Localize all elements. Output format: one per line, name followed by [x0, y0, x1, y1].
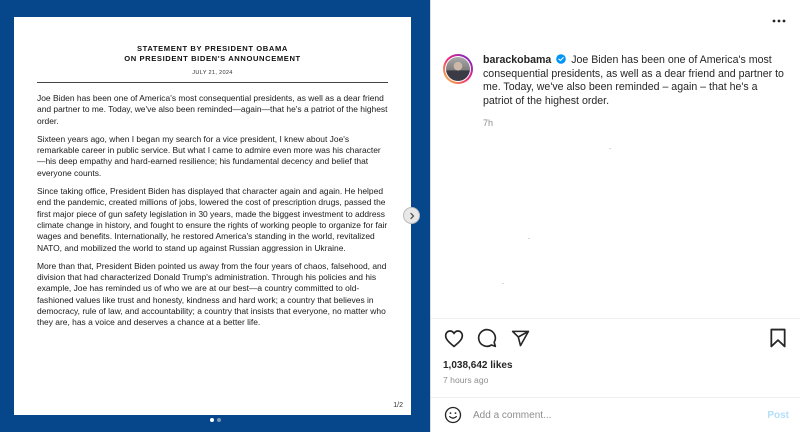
statement-paragraph: Since taking office, President Biden has displayed that character again and again. He helped end the pandemic, created millions of jobs, lowered the cost of prescription drugs, passed the first major piece of gun safety legislation in 30 years, made the biggest investment to address climate change in history, and fought to ensure the rights of working people to organize for fair wages and benefits. Internationally, he restored America's standing in the world, revitalized NATO, and mobilized the world to stand up against Russian aggression in Ukraine. — [37, 186, 388, 253]
empty-comments-area — [502, 283, 504, 284]
statement-title-line2: ON PRESIDENT BIDEN'S ANNOUNCEMENT — [124, 54, 301, 63]
heart-icon — [444, 329, 464, 348]
statement-paragraph: Sixteen years ago, when I began my search for a vice president, I knew about Joe's remarkable career in public service. But what I came to admire even more was his character—his deep empathy and hard-earned resilience; his fundamental decency and belief that everyone counts. — [37, 133, 381, 178]
carousel-dot — [217, 418, 221, 422]
save-button[interactable] — [767, 327, 789, 349]
post-timestamp-short[interactable]: 7h — [483, 118, 494, 129]
section-divider — [431, 318, 800, 319]
caption-text: Joe Biden has been one of America's most consequential presidents, as well as a dear friend and partner to me. Today, we've also been reminded – again – that he's a patriot of the highest order. — [483, 54, 784, 107]
statement-title — [37, 44, 388, 64]
username-link[interactable]: barackobama — [483, 54, 552, 66]
statement-image — [14, 17, 411, 415]
next-slide-button[interactable] — [403, 207, 420, 224]
statement-divider — [37, 82, 388, 83]
post-comment-button[interactable]: Post — [767, 409, 789, 421]
more-horizontal-icon — [772, 19, 786, 23]
comment-button[interactable] — [476, 327, 498, 349]
post-caption-block — [443, 54, 791, 131]
statement-paragraph: Joe Biden has been one of America's most consequential presidents, as well as a dear friend and partner to me. Today, we've also been reminded—again—that he's a patriot of the highest order. — [37, 93, 388, 126]
statement-paragraph: More than that, President Biden pointed us away from the four years of chaos, falsehood, and division that had characterized Donald Trump's administration. Through his policies and his example, Joe has reminded us of who we are at our best—a country committed to old-fashioned values like trust and honesty, kindness and hard work; a country that believes in democracy, rule of law, and accountability; a country that insists that everyone, no matter who they are, has a voice and deserves a chance at a better life. — [37, 260, 387, 328]
chevron-right-icon — [408, 212, 416, 220]
more-options-button[interactable] — [772, 14, 786, 28]
like-count[interactable]: 1,038,642 likes — [443, 360, 513, 371]
comment-input[interactable] — [473, 410, 767, 421]
verified-badge-icon — [556, 54, 566, 64]
page-indicator: 1/2 — [393, 402, 403, 409]
emoji-button[interactable] — [443, 405, 463, 425]
statement-title-line1: STATEMENT BY PRESIDENT OBAMA — [137, 44, 288, 53]
like-button[interactable] — [443, 327, 465, 349]
smiley-icon — [444, 406, 462, 424]
bookmark-icon — [770, 328, 786, 348]
post-timestamp[interactable]: 7 hours ago — [443, 375, 489, 385]
avatar-photo — [446, 57, 470, 81]
share-button[interactable] — [509, 327, 531, 349]
caption — [483, 54, 789, 131]
empty-comments-area — [609, 148, 611, 149]
comment-bubble-icon — [477, 328, 497, 348]
carousel-dots — [0, 418, 430, 422]
post-sidebar — [430, 0, 800, 432]
statement-date: JULY 21, 2024 — [192, 70, 233, 76]
avatar[interactable] — [443, 54, 473, 84]
comment-composer — [431, 398, 800, 432]
paper-plane-icon — [511, 329, 530, 348]
carousel-dot-active — [210, 418, 214, 422]
post-actions — [443, 327, 789, 349]
empty-comments-area — [528, 238, 530, 239]
